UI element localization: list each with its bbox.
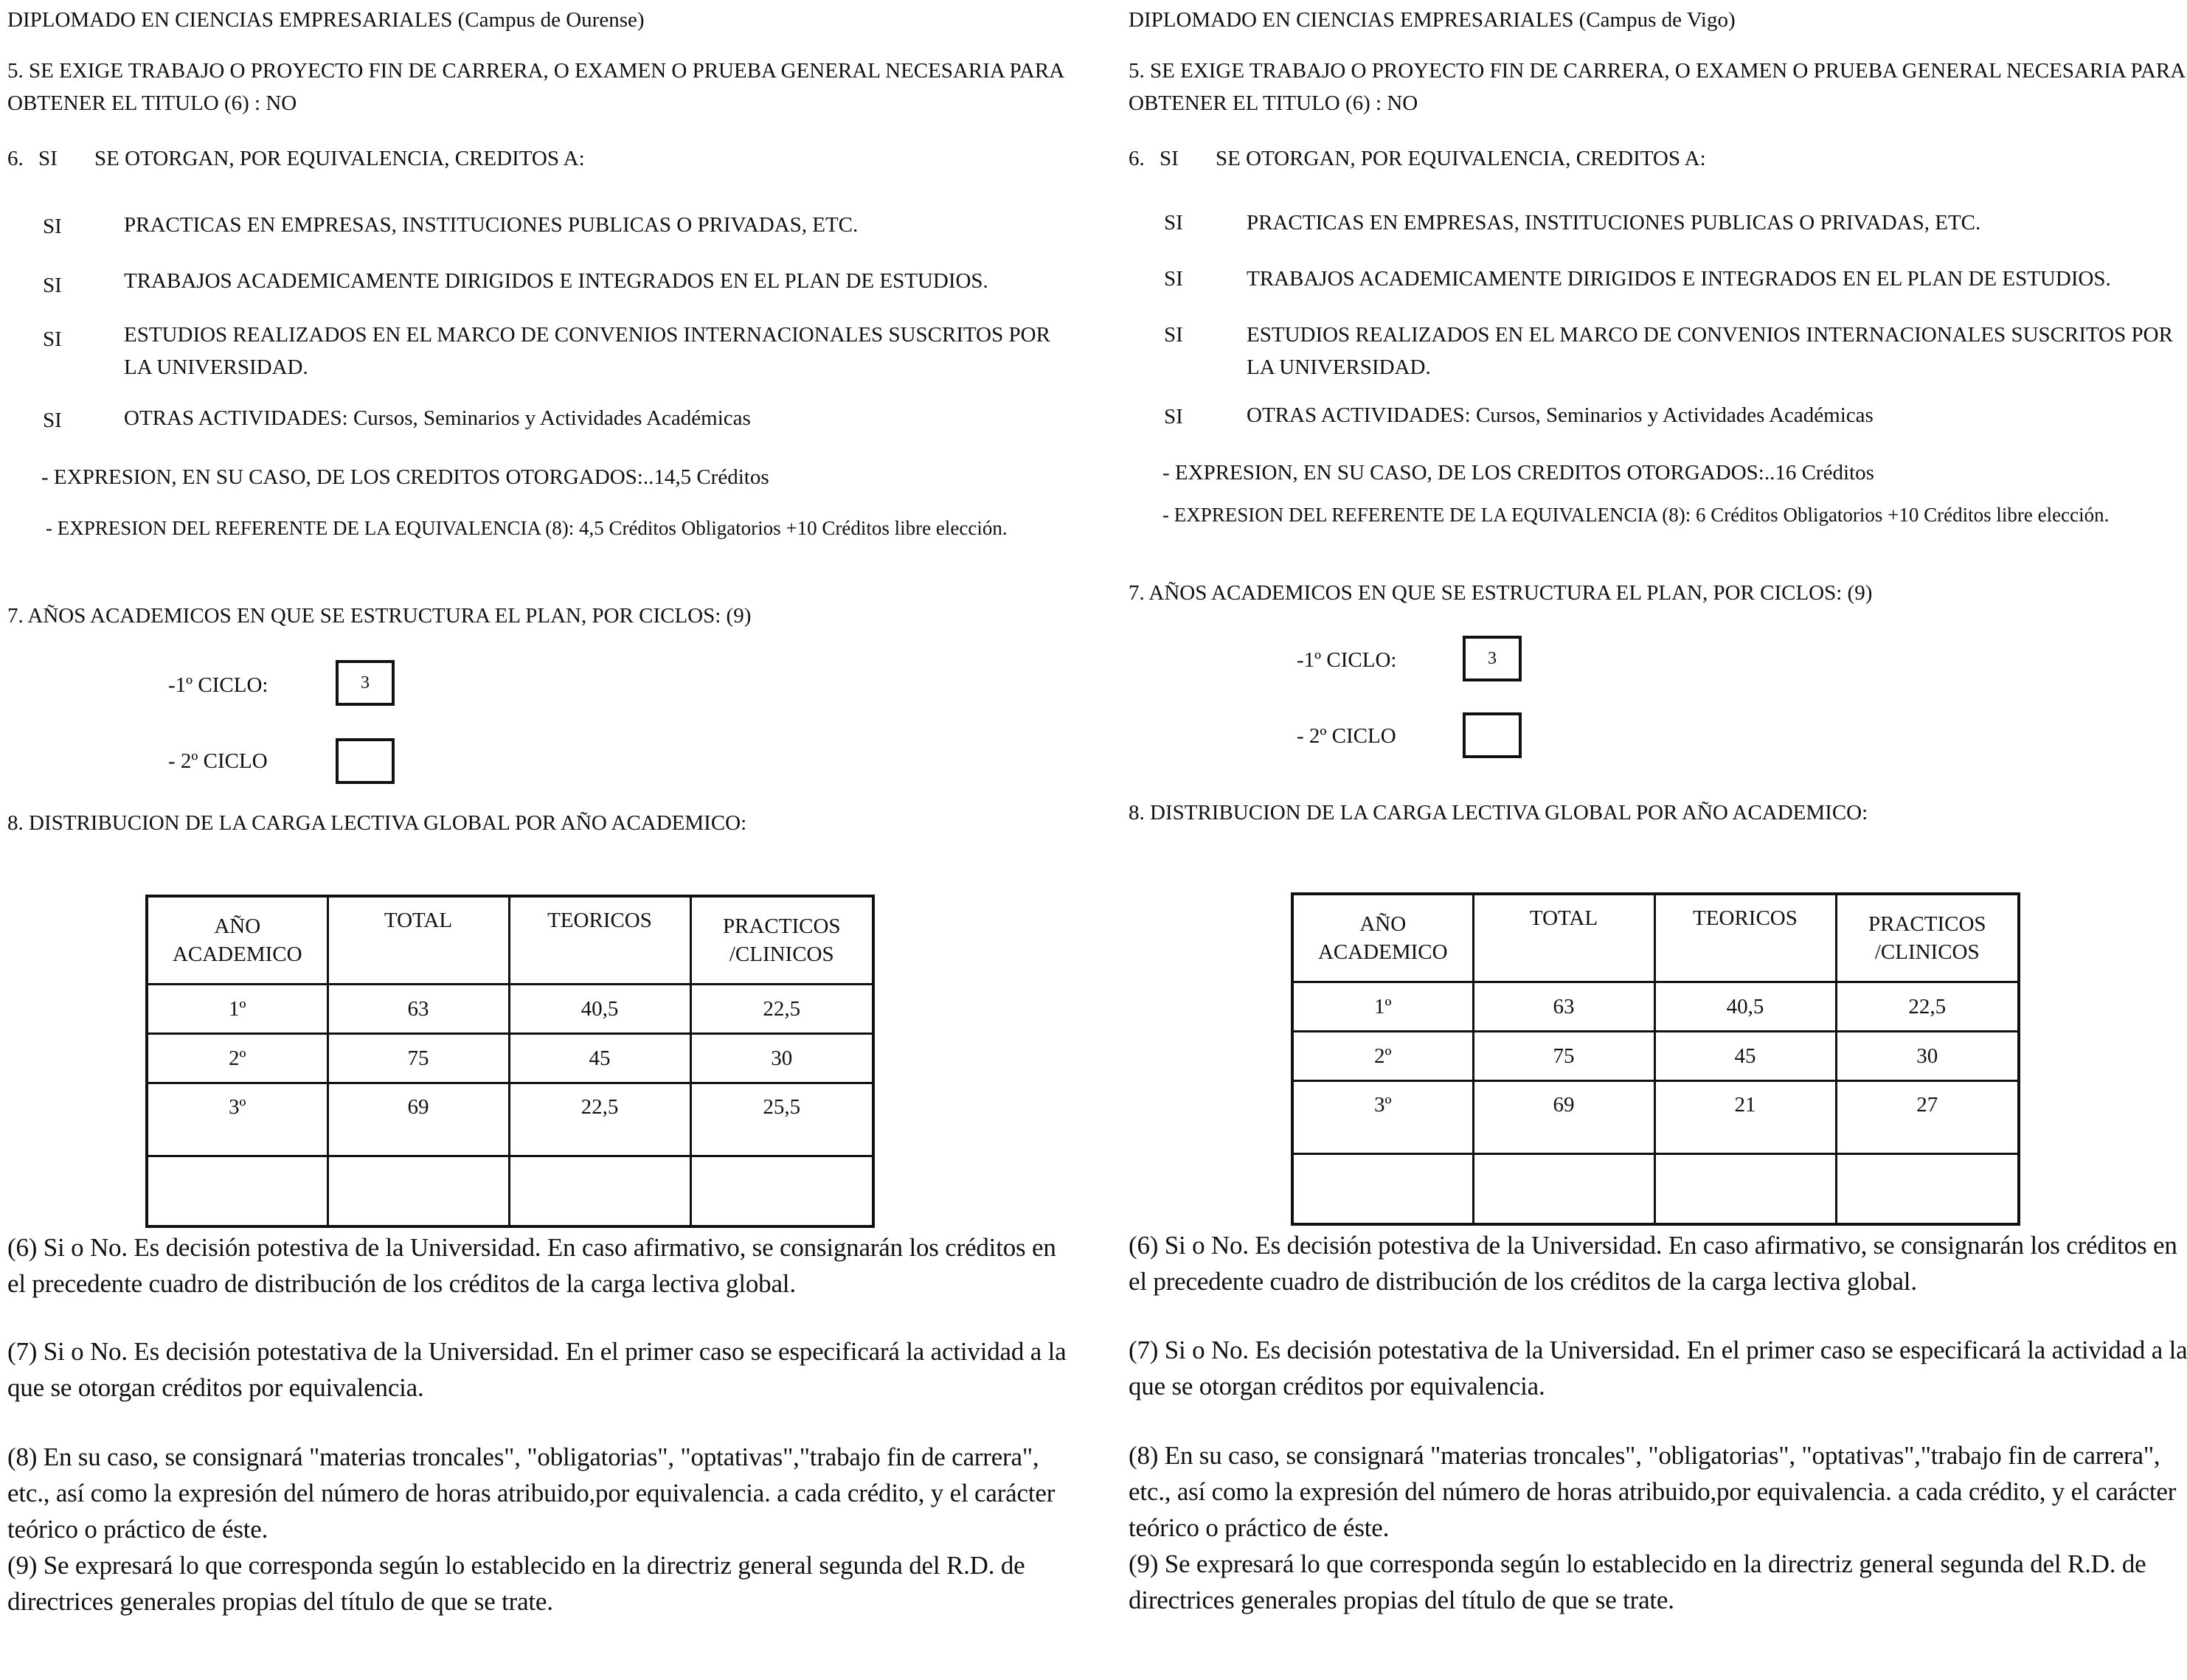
distribution-table bbox=[1291, 892, 2020, 1226]
table-cell: 30 bbox=[690, 1034, 873, 1083]
item-si: SI bbox=[43, 215, 62, 238]
table-header-row bbox=[1292, 894, 2019, 982]
section-7-text: 7. AÑOS ACADEMICOS EN QUE SE ESTRUCTURA EL PLAN, POR CICLOS: (9) bbox=[7, 604, 752, 628]
item-si: SI bbox=[43, 274, 62, 297]
section-5-text: 5. SE EXIGE TRABAJO O PROYECTO FIN DE CARRERA, O EXAMEN O PRUEBA GENERAL NECESARIA PARA OBTENER EL TITULO (6) : NO bbox=[7, 59, 1064, 115]
table-cell: 3º bbox=[147, 1083, 327, 1156]
footnote-7: (7) Si o No. Es decisión potestativa de la Universidad. En el primer caso se especificará la actividad a la que se otorgan créditos por equivalencia. bbox=[7, 1337, 1067, 1402]
table-cell bbox=[147, 1156, 327, 1227]
table-cell: 22,5 bbox=[1836, 982, 2019, 1032]
ciclo1-label: -1º CICLO: bbox=[1297, 648, 1397, 672]
table-cell: 69 bbox=[327, 1083, 509, 1156]
footnote-9: (9) Se expresará lo que corresponda según lo establecido en la directriz general segunda del R.D. de directrices generales propias del título de que se trate. bbox=[1129, 1549, 2146, 1614]
distribution-table bbox=[145, 895, 875, 1228]
table-cell bbox=[690, 1156, 873, 1227]
footnote-8: (8) En su caso, se consignará "materias troncales", "obligatorias", "optativas","trabajo fin de carrera", etc., así como la expresión del número de horas atribuido,por equivalencia. a cada crédito, y el carácter teórico o práctico de éste. bbox=[1129, 1441, 2177, 1542]
table-cell: 27 bbox=[1836, 1081, 2019, 1154]
table-row bbox=[1292, 1154, 2019, 1225]
item-text: PRACTICAS EN EMPRESAS, INSTITUCIONES PUBLICAS O PRIVADAS, ETC. bbox=[124, 213, 859, 237]
table-row bbox=[1292, 982, 2019, 1032]
expr-referente: - EXPRESION DEL REFERENTE DE LA EQUIVALENCIA (8): 4,5 Créditos Obligatorios +10 Créditos libre elección. bbox=[46, 517, 1008, 539]
table-cell: 40,5 bbox=[509, 985, 690, 1034]
item-text: ESTUDIOS REALIZADOS EN EL MARCO DE CONVENIOS INTERNACIONALES SUSCRITOS POR LA UNIVERSIDAD. bbox=[124, 323, 1050, 379]
table-cell: 2º bbox=[1292, 1032, 1473, 1081]
ciclo2-box bbox=[336, 738, 395, 784]
item-text: ESTUDIOS REALIZADOS EN EL MARCO DE CONVENIOS INTERNACIONALES SUSCRITOS POR LA UNIVERSIDAD. bbox=[1247, 323, 2173, 379]
table-header-cell: TOTAL bbox=[1473, 894, 1654, 982]
table-cell: 30 bbox=[1836, 1032, 2019, 1081]
item-si: SI bbox=[43, 327, 62, 351]
expr-referente: - EXPRESION DEL REFERENTE DE LA EQUIVALENCIA (8): 6 Créditos Obligatorios +10 Créditos libre elección. bbox=[1162, 504, 2110, 526]
table-cell bbox=[1473, 1154, 1654, 1225]
expr-creditos: - EXPRESION, EN SU CASO, DE LOS CREDITOS OTORGADOS:..16 Créditos bbox=[1162, 461, 1874, 485]
section-8-text: 8. DISTRIBUCION DE LA CARGA LECTIVA GLOBAL POR AÑO ACADEMICO: bbox=[7, 811, 747, 835]
ciclo1-box: 3 bbox=[1463, 636, 1522, 681]
table-header-cell: PRACTICOS /CLINICOS bbox=[690, 896, 873, 985]
table-cell bbox=[509, 1156, 690, 1227]
table-header-cell: AÑO ACADEMICO bbox=[1292, 894, 1473, 982]
table-cell: 75 bbox=[327, 1034, 509, 1083]
ciclo1-label: -1º CICLO: bbox=[168, 673, 268, 697]
section-8-text: 8. DISTRIBUCION DE LA CARGA LECTIVA GLOBAL POR AÑO ACADEMICO: bbox=[1129, 801, 1868, 825]
table-cell: 63 bbox=[1473, 982, 1654, 1032]
table-cell bbox=[1292, 1154, 1473, 1225]
table-cell bbox=[327, 1156, 509, 1227]
table-row bbox=[1292, 1081, 2019, 1154]
table-cell: 3º bbox=[1292, 1081, 1473, 1154]
footnote-8: (8) En su caso, se consignará "materias troncales", "obligatorias", "optativas","trabajo fin de carrera", etc., así como la expresión del número de horas atribuido,por equivalencia. a cada crédito, y el carácter teórico o práctico de éste. bbox=[7, 1443, 1056, 1544]
table-row bbox=[147, 1083, 873, 1156]
table-cell: 2º bbox=[147, 1034, 327, 1083]
table-row bbox=[147, 1034, 873, 1083]
page-title: DIPLOMADO EN CIENCIAS EMPRESARIALES (Campus de Ourense) bbox=[7, 8, 645, 32]
page-title: DIPLOMADO EN CIENCIAS EMPRESARIALES (Campus de Vigo) bbox=[1129, 8, 1736, 32]
ciclo2-label: - 2º CICLO bbox=[1297, 724, 1396, 748]
item-si: SI bbox=[1164, 323, 1183, 347]
table-cell: 45 bbox=[509, 1034, 690, 1083]
ciclo2-label: - 2º CICLO bbox=[168, 749, 268, 773]
table-cell: 1º bbox=[147, 985, 327, 1034]
table-row bbox=[147, 1156, 873, 1227]
table-cell: 1º bbox=[1292, 982, 1473, 1032]
table-header-cell: TEORICOS bbox=[509, 896, 690, 985]
table-row bbox=[1292, 1032, 2019, 1081]
expr-creditos: - EXPRESION, EN SU CASO, DE LOS CREDITOS OTORGADOS:..14,5 Créditos bbox=[41, 465, 769, 489]
footnote-9: (9) Se expresará lo que corresponda según lo establecido en la directriz general segunda del R.D. de directrices generales propias del título de que se trate. bbox=[7, 1551, 1025, 1616]
table-cell bbox=[1654, 1154, 1836, 1225]
table-cell: 40,5 bbox=[1654, 982, 1836, 1032]
table-header-cell: PRACTICOS /CLINICOS bbox=[1836, 894, 2019, 982]
table-header-cell: TEORICOS bbox=[1654, 894, 1836, 982]
table-cell: 45 bbox=[1654, 1032, 1836, 1081]
item-si: SI bbox=[1164, 211, 1183, 235]
footnote-6: (6) Si o No. Es decisión potestiva de la Universidad. En caso afirmativo, se consignarán los créditos en el precedente cuadro de distribución de los créditos de la carga lectiva global. bbox=[1129, 1231, 2177, 1296]
section-6-number: 6. bbox=[1129, 147, 1145, 170]
section-6-number: 6. bbox=[7, 147, 24, 170]
item-text: OTRAS ACTIVIDADES: Cursos, Seminarios y Actividades Académicas bbox=[1247, 403, 1874, 427]
table-cell: 75 bbox=[1473, 1032, 1654, 1081]
section-6-si: SI bbox=[38, 147, 58, 170]
item-si: SI bbox=[1164, 405, 1183, 428]
footnote-6: (6) Si o No. Es decisión potestiva de la Universidad. En caso afirmativo, se consignarán los créditos en el precedente cuadro de distribución de los créditos de la carga lectiva global. bbox=[7, 1233, 1056, 1298]
ciclo2-box bbox=[1463, 712, 1522, 758]
table-cell: 22,5 bbox=[690, 985, 873, 1034]
table-header-row bbox=[147, 896, 873, 985]
table-cell: 22,5 bbox=[509, 1083, 690, 1156]
table-cell: 25,5 bbox=[690, 1083, 873, 1156]
section-5-text: 5. SE EXIGE TRABAJO O PROYECTO FIN DE CARRERA, O EXAMEN O PRUEBA GENERAL NECESARIA PARA OBTENER EL TITULO (6) : NO bbox=[1129, 59, 2185, 115]
section-6-si: SI bbox=[1160, 147, 1179, 170]
table-row bbox=[147, 985, 873, 1034]
item-si: SI bbox=[1164, 267, 1183, 291]
item-text: OTRAS ACTIVIDADES: Cursos, Seminarios y Actividades Académicas bbox=[124, 406, 751, 430]
table-cell bbox=[1836, 1154, 2019, 1225]
section-7-text: 7. AÑOS ACADEMICOS EN QUE SE ESTRUCTURA EL PLAN, POR CICLOS: (9) bbox=[1129, 581, 1873, 605]
table-header-cell: AÑO ACADEMICO bbox=[147, 896, 327, 985]
table-cell: 69 bbox=[1473, 1081, 1654, 1154]
section-6-text: SE OTORGAN, POR EQUIVALENCIA, CREDITOS A: bbox=[94, 147, 585, 170]
section-6-text: SE OTORGAN, POR EQUIVALENCIA, CREDITOS A: bbox=[1216, 147, 1706, 170]
table-header-cell: TOTAL bbox=[327, 896, 509, 985]
page-left bbox=[7, 0, 1088, 1680]
item-si: SI bbox=[43, 409, 62, 432]
ciclo1-box: 3 bbox=[336, 660, 395, 706]
item-text: PRACTICAS EN EMPRESAS, INSTITUCIONES PUBLICAS O PRIVADAS, ETC. bbox=[1247, 211, 1981, 235]
footnote-7: (7) Si o No. Es decisión potestativa de la Universidad. En el primer caso se especificará la actividad a la que se otorgan créditos por equivalencia. bbox=[1129, 1336, 2187, 1400]
item-text: TRABAJOS ACADEMICAMENTE DIRIGIDOS E INTEGRADOS EN EL PLAN DE ESTUDIOS. bbox=[124, 269, 988, 293]
table-cell: 63 bbox=[327, 985, 509, 1034]
item-text: TRABAJOS ACADEMICAMENTE DIRIGIDOS E INTEGRADOS EN EL PLAN DE ESTUDIOS. bbox=[1247, 267, 2111, 291]
table-cell: 21 bbox=[1654, 1081, 1836, 1154]
page-right bbox=[1129, 0, 2187, 1680]
